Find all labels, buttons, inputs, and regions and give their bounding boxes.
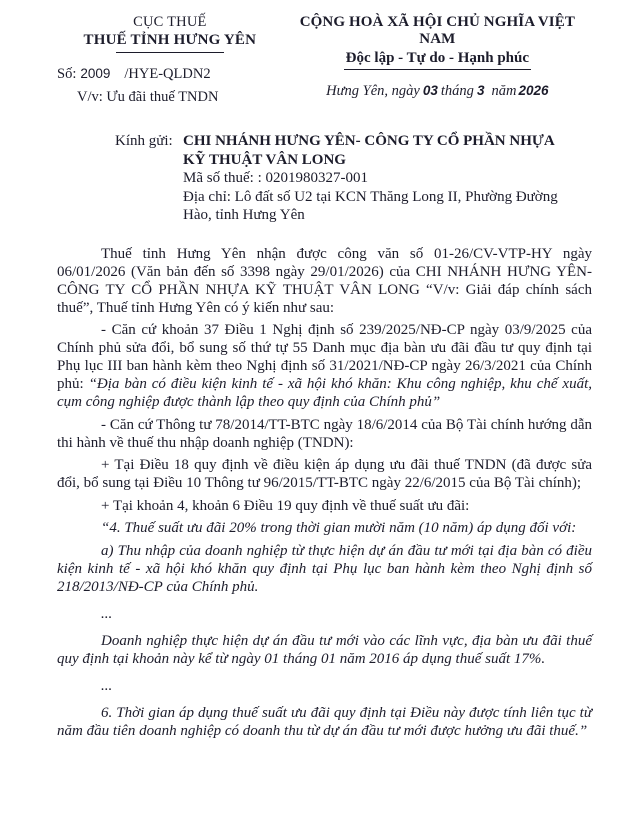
quote-clause-6: 6. Thời gian áp dụng thuế suất ưu đãi quy định tại Điều này được tính liên tục từ năm đầu tiên doanh nghiệp có doanh thu từ dự án đầu tư mới được hưởng ưu đãi thuế.” bbox=[57, 704, 592, 739]
document-subject: V/v: Ưu đãi thuế TNDN bbox=[77, 89, 219, 105]
date-infix2: năm bbox=[491, 83, 517, 99]
issuing-org-block bbox=[57, 14, 283, 106]
date-day: 03 bbox=[422, 83, 438, 98]
org-underline-rule bbox=[116, 52, 224, 53]
paragraph-intro: Thuế tỉnh Hưng Yên nhận được công văn số 01-26/CV-VTP-HY ngày 06/01/2026 (Văn bản đến số 3398 ngày 29/01/2026) của CHI NHÁNH HƯNG YÊN- CÔNG TY CỔ PHẦN NHỰA KỸ THUẬT VÂN LONG “V/v: Giải đáp chính sách thuế”, Thuế tỉnh Hưng Yên có ý kiến như sau: bbox=[57, 245, 592, 316]
national-motto: Độc lập - Tự do - Hạnh phúc bbox=[344, 50, 531, 70]
national-title: CỘNG HOÀ XÃ HỘI CHỦ NGHĨA VIỆT NAM bbox=[299, 14, 575, 47]
ellipsis-1: ... bbox=[101, 605, 113, 622]
org-name: THUẾ TỈNH HƯNG YÊN bbox=[83, 32, 257, 48]
recipient-tax-code: Mã số thuế: : 0201980327-001 bbox=[183, 170, 368, 186]
paragraph-legal-basis-2: - Căn cứ Thông tư 78/2014/TT-BTC ngày 18/6/2014 của Bộ Tài chính hướng dẫn thi hành về thuế thu nhập doanh nghiệp (TNDN): bbox=[57, 416, 592, 451]
date-year: 2026 bbox=[518, 83, 549, 98]
legal-basis-1-text: - Căn cứ khoản 37 Điều 1 Nghị định số 239/2025/NĐ-CP ngày 03/9/2025 của Chính phủ sửa đổi, bổ sung số thứ tự 55 Danh mục địa bàn ưu đãi đầu tư quy định tại Phụ lục III ban hành kèm theo Nghị định số 31/2021/NĐ-CP ngày 26/3/2021 của Chính phủ: bbox=[57, 322, 592, 392]
document-body bbox=[57, 245, 592, 740]
date-month: 3 bbox=[476, 83, 485, 98]
quote-clause-4a: a) Thu nhập của doanh nghiệp từ thực hiện dự án đầu tư mới tại địa bàn có điều kiện kinh tế - xã hội khó khăn quy định tại Phụ lục ban hành kèm theo Nghị định số 218/2013/NĐ-CP của Chính phủ. bbox=[57, 542, 592, 595]
date-place-prefix: Hưng Yên, ngày bbox=[326, 83, 420, 99]
legal-basis-1-quote: “Địa bàn có điều kiện kinh tế - xã hội khó khăn: Khu công nghiệp, khu chế xuất, cụm công nghiệp được thành lập theo quy định của Chính phủ” bbox=[57, 376, 592, 410]
recipient-content bbox=[183, 132, 565, 225]
document-number-value: 2009 bbox=[80, 66, 111, 81]
document-number-label: Số: bbox=[57, 66, 77, 82]
paragraph-article-18: + Tại Điều 18 quy định về điều kiện áp dụng ưu đãi thuế TNDN (đã được sửa đổi, bổ sung tại Điều 10 Thông tư 96/2015/TT-BTC ngày 22/6/2015 của Bộ Tài chính); bbox=[57, 457, 592, 491]
quote-clause-4-intro: “4. Thuế suất ưu đãi 20% trong thời gian mười năm (10 năm) áp dụng đối với: bbox=[101, 520, 577, 536]
recipient-label: Kính gửi: bbox=[115, 133, 173, 149]
recipient-company-name: CHI NHÁNH HƯNG YÊN- CÔNG TY CỔ PHẦN NHỰA KỸ THUẬT VÂN LONG bbox=[183, 133, 554, 168]
date-line bbox=[283, 83, 592, 100]
date-infix1: tháng bbox=[440, 83, 474, 99]
document-header bbox=[57, 14, 592, 106]
recipient-block bbox=[115, 132, 592, 225]
national-header-block bbox=[283, 14, 592, 100]
org-parent-name: CỤC THUẾ bbox=[133, 14, 207, 30]
paragraph-article-19: + Tại khoản 4, khoản 6 Điều 19 quy định về thuế suất ưu đãi: bbox=[101, 497, 470, 514]
motto-wrap bbox=[283, 50, 592, 70]
recipient-address: Địa chỉ: Lô đất số U2 tại KCN Thăng Long II, Phường Đường Hào, tỉnh Hưng Yên bbox=[183, 188, 558, 223]
document-number-line bbox=[57, 66, 283, 83]
paragraph-legal-basis-1 bbox=[57, 321, 592, 411]
quote-17-percent: Doanh nghiệp thực hiện dự án đầu tư mới vào các lĩnh vực, địa bàn ưu đãi thuế quy định tại khoản này kể từ ngày 01 tháng 01 năm 2016 áp dụng thuế suất 17%. bbox=[57, 632, 592, 667]
ellipsis-2: ... bbox=[101, 677, 113, 694]
document-number-suffix: /HYE-QLDN2 bbox=[124, 66, 211, 82]
